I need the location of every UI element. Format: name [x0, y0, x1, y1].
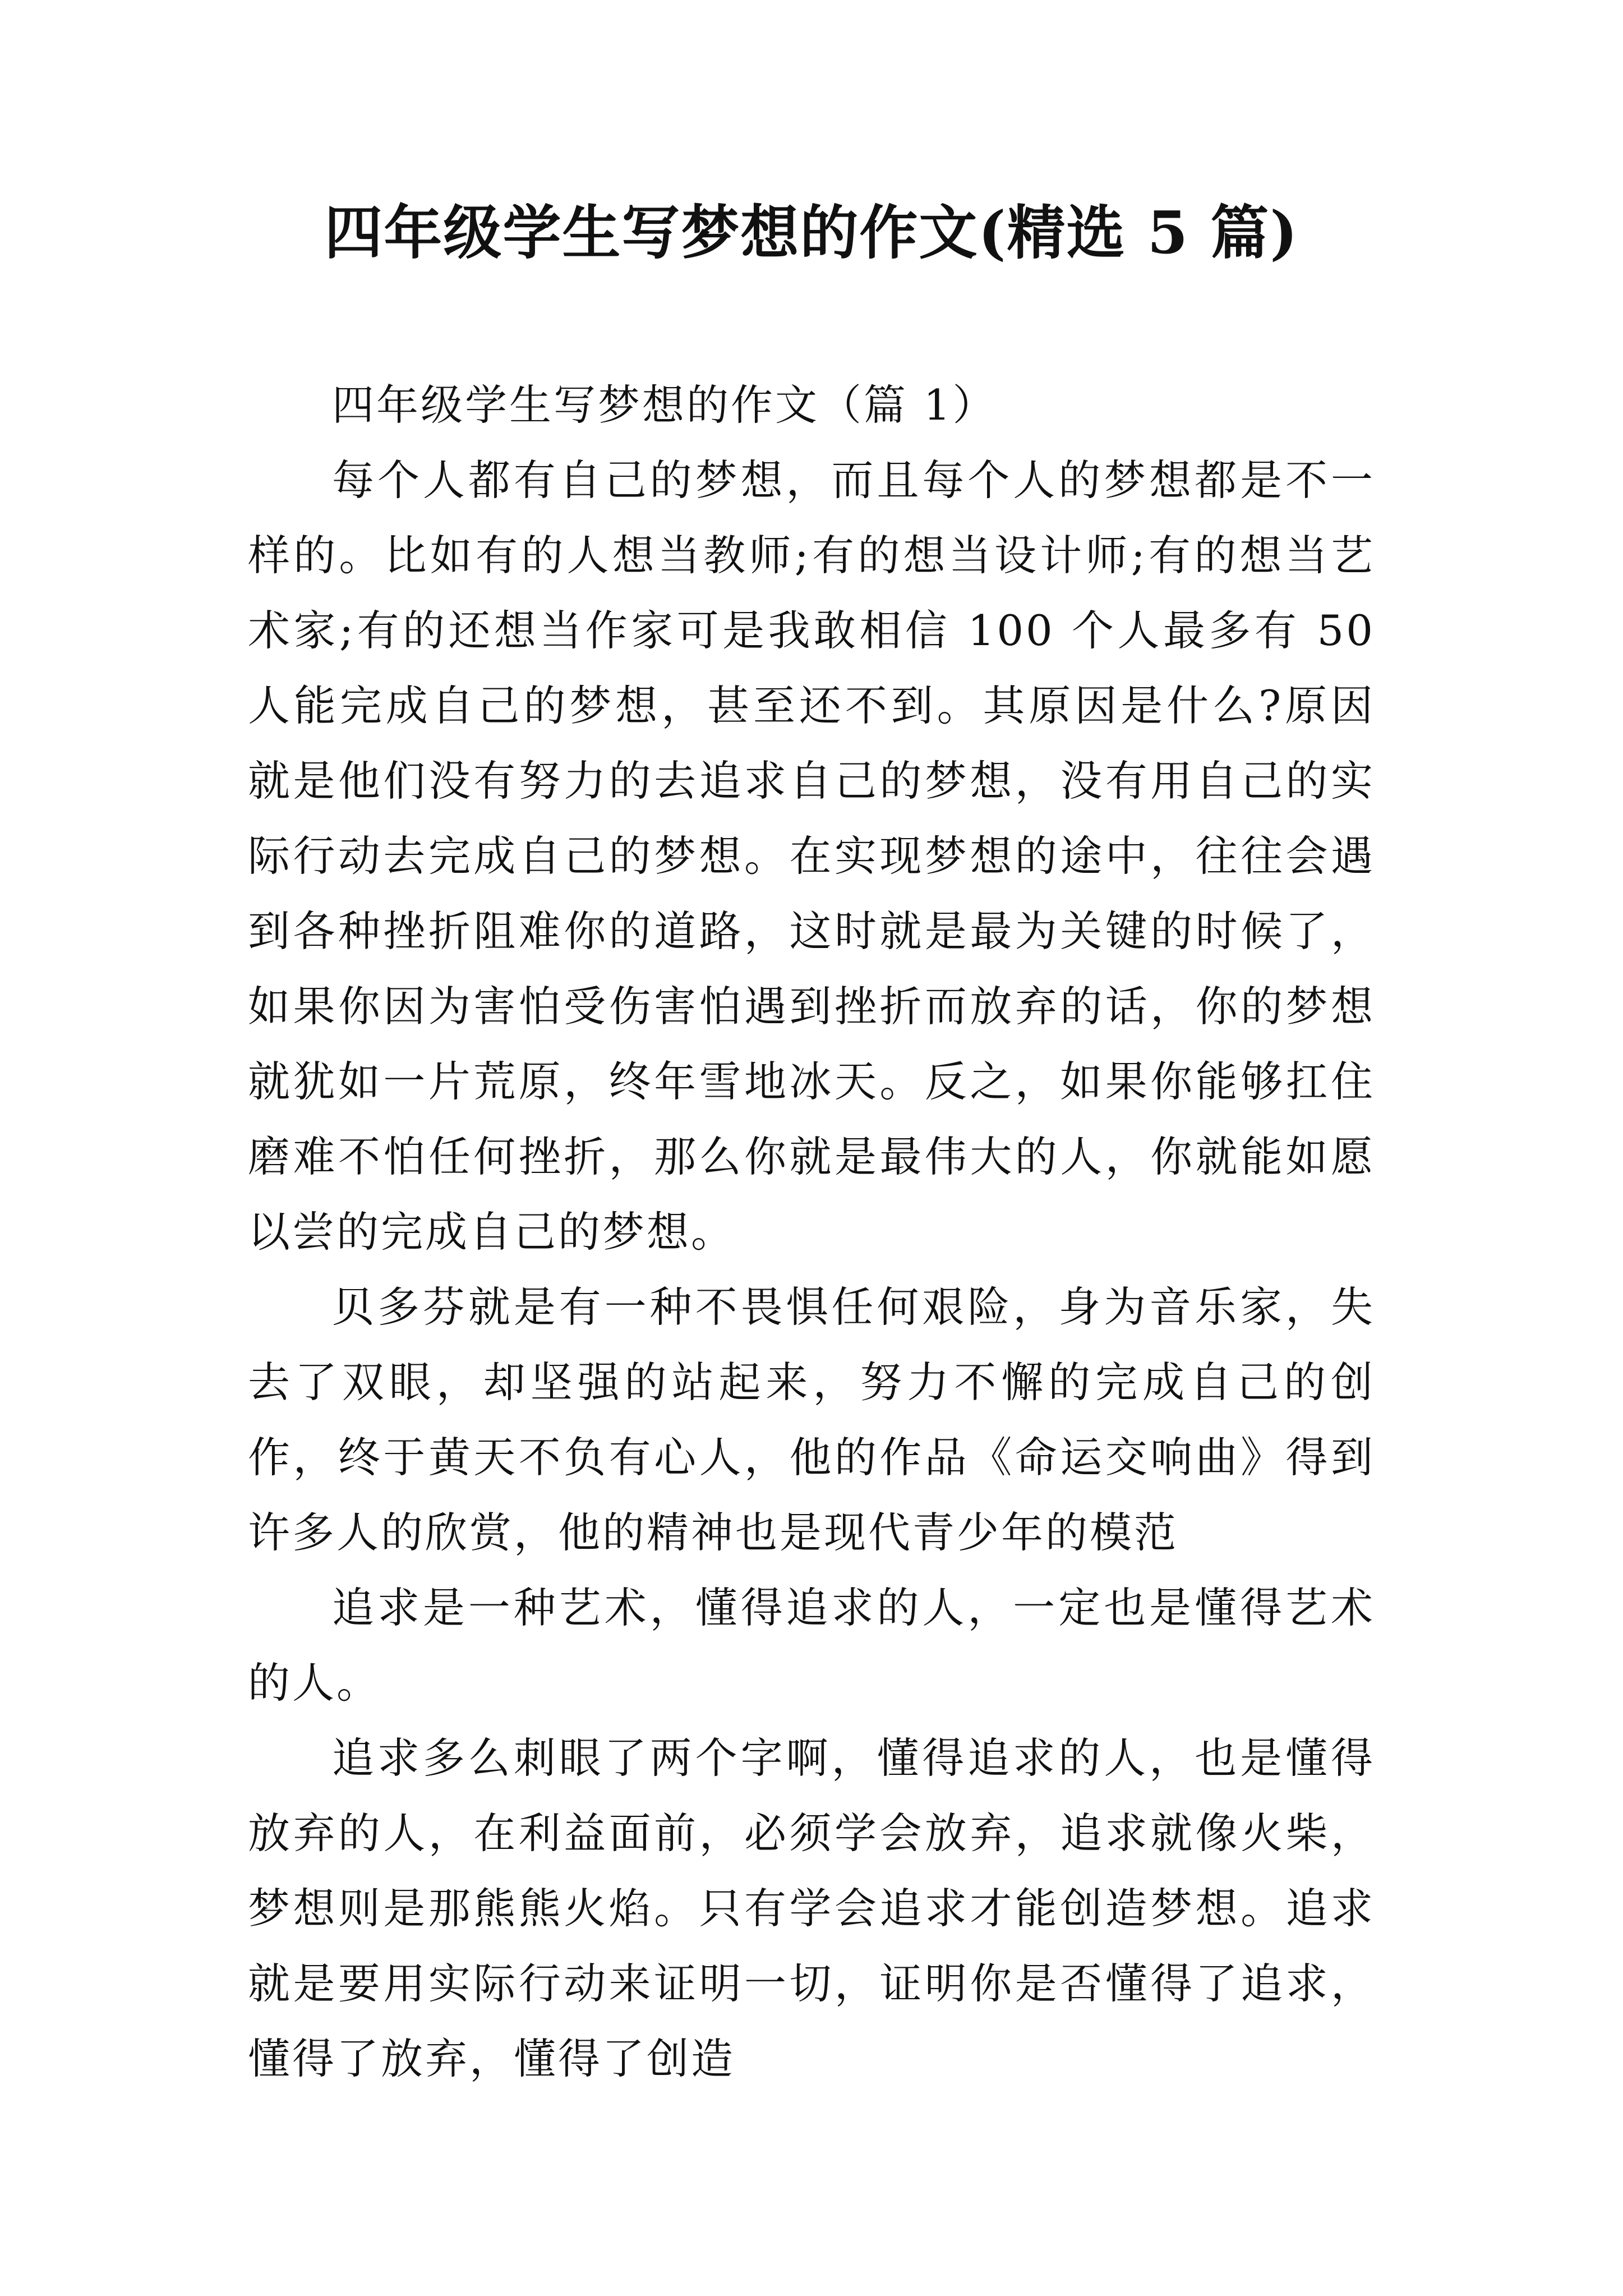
document-title: 四年级学生写梦想的作文(精选 5 篇)	[324, 198, 1299, 267]
paragraph-1: 每个人都有自己的梦想，而且每个人的梦想都是不一样的。比如有的人想当教师;有的想当设计师;有的想当艺术家;有的还想当作家可是我敢相信 100 个人最多有 50 人能完成自己的梦想，甚至还不到。其原因是什么?原因就是他们没有努力的去追求自己的梦想，没有用自己的实际行动去完成自己的梦想。在实现梦想的途中，往往会遇到各种挫折阻难你的道路，这时就是最为关键的时候了，如果你因为害怕受伤害怕遇到挫折而放弃的话，你的梦想就犹如一片荒原，终年雪地冰天。反之，如果你能够扛住磨难不怕任何挫折，那么你就是最伟大的人，你就能如愿以尝的完成自己的梦想。	[248, 455, 1375, 1257]
section-heading: 四年级学生写梦想的作文（篇 1）	[332, 380, 997, 430]
paragraph-3: 追求是一种艺术，懂得追求的人，一定也是懂得艺术的人。	[248, 1583, 1375, 1708]
document-body	[248, 367, 1375, 2096]
paragraph-2: 贝多芬就是有一种不畏惧任何艰险，身为音乐家，失去了双眼，却坚强的站起来，努力不懈的完成自己的创作，终于黄天不负有心人，他的作品《命运交响曲》得到许多人的欣赏，他的精神也是现代青少年的模范	[248, 1282, 1375, 1557]
paragraph-4: 追求多么刺眼了两个字啊，懂得追求的人，也是懂得放弃的人，在利益面前，必须学会放弃，追求就像火柴，梦想则是那熊熊火焰。只有学会追求才能创造梦想。追求就是要用实际行动来证明一切，证明你是否懂得了追求，懂得了放弃，懂得了创造	[248, 1733, 1375, 2083]
